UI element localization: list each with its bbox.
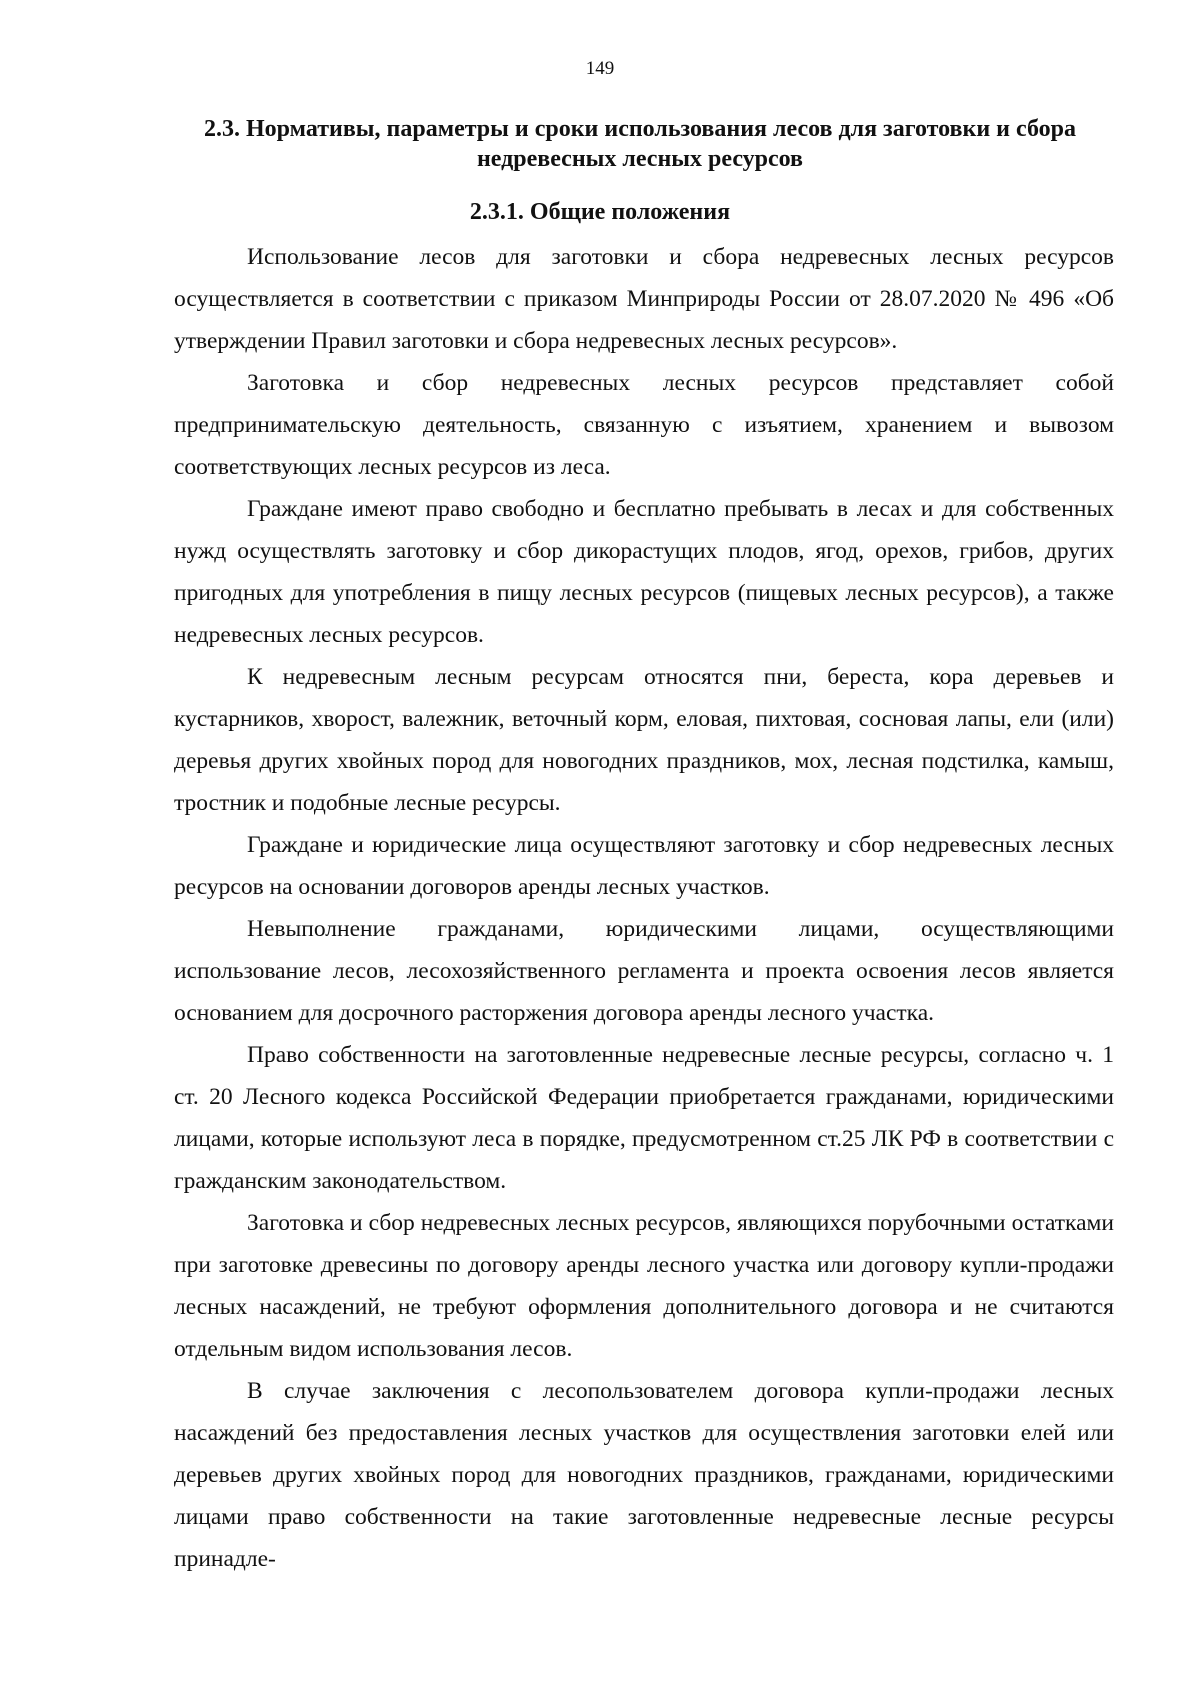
paragraph: Использование лесов для заготовки и сбора недревесных лесных ресурсов осуществляется в соответствии с приказом Минприроды России от 28.07.2020 № 496 «Об утверждении Правил заготовки и сбора недревесных лесных ресурсов». — [174, 244, 1114, 354]
paragraph: В случае заключения с лесопользователем договора купли-продажи лесных насаждений без предоставления лесных участков для осуществления заготовки елей или деревьев других хвойных пород для новогодних праздников, гражданами, юридическими лицами право собственности на такие заготовленные недревесные лесные ресурсы принадле- — [174, 1378, 1114, 1572]
paragraph: Заготовка и сбор недревесных лесных ресурсов представляет собой предпринимательскую деятельность, связанную с изъятием, хранением и вывозом соответствующих лесных ресурсов из леса. — [174, 370, 1114, 480]
subsection-title: 2.3.1. Общие положения — [469, 199, 731, 225]
paragraph: Невыполнение гражданами, юридическими лицами, осуществляющими использование лесов, лесохозяйственного регламента и проекта освоения лесов является основанием для досрочного расторжения договора аренды лесного участка. — [174, 916, 1114, 1026]
paragraph: Граждане имеют право свободно и бесплатно пребывать в лесах и для собственных нужд осуществлять заготовку и сбор дикорастущих плодов, ягод, орехов, грибов, других пригодных для употребления в пищу лесных ресурсов (пищевых лесных ресурсов), а также недревесных лесных ресурсов. — [174, 496, 1114, 648]
body-text — [174, 236, 1114, 1580]
paragraph: Право собственности на заготовленные недревесные лесные ресурсы, согласно ч. 1 ст. 20 Лесного кодекса Российской Федерации приобретается гражданами, юридическими лицами, которые используют леса в порядке, предусмотренном ст.25 ЛК РФ в соответствии с гражданским законодательством. — [174, 1042, 1114, 1194]
paragraph: Заготовка и сбор недревесных лесных ресурсов, являющихся порубочными остатками при заготовке древесины по договору аренды лесного участка или договору купли-продажи лесных насаждений, не требуют оформления дополнительного договора и не считаются отдельным видом использования лесов. — [174, 1210, 1114, 1362]
section-title: 2.3. Нормативы, параметры и сроки использования лесов для заготовки и сбора недревесных лесных ресурсов — [204, 116, 1076, 172]
paragraph: Граждане и юридические лица осуществляют заготовку и сбор недревесных лесных ресурсов на основании договоров аренды лесных участков. — [174, 832, 1114, 900]
paragraph: К недревесным лесным ресурсам относятся пни, береста, кора деревьев и кустарников, хворост, валежник, веточный корм, еловая, пихтовая, сосновая лапы, ели (или) деревья других хвойных пород для новогодних праздников, мох, лесная подстилка, камыш, тростник и подобные лесные ресурсы. — [174, 664, 1114, 816]
page-number: 149 — [585, 58, 615, 79]
